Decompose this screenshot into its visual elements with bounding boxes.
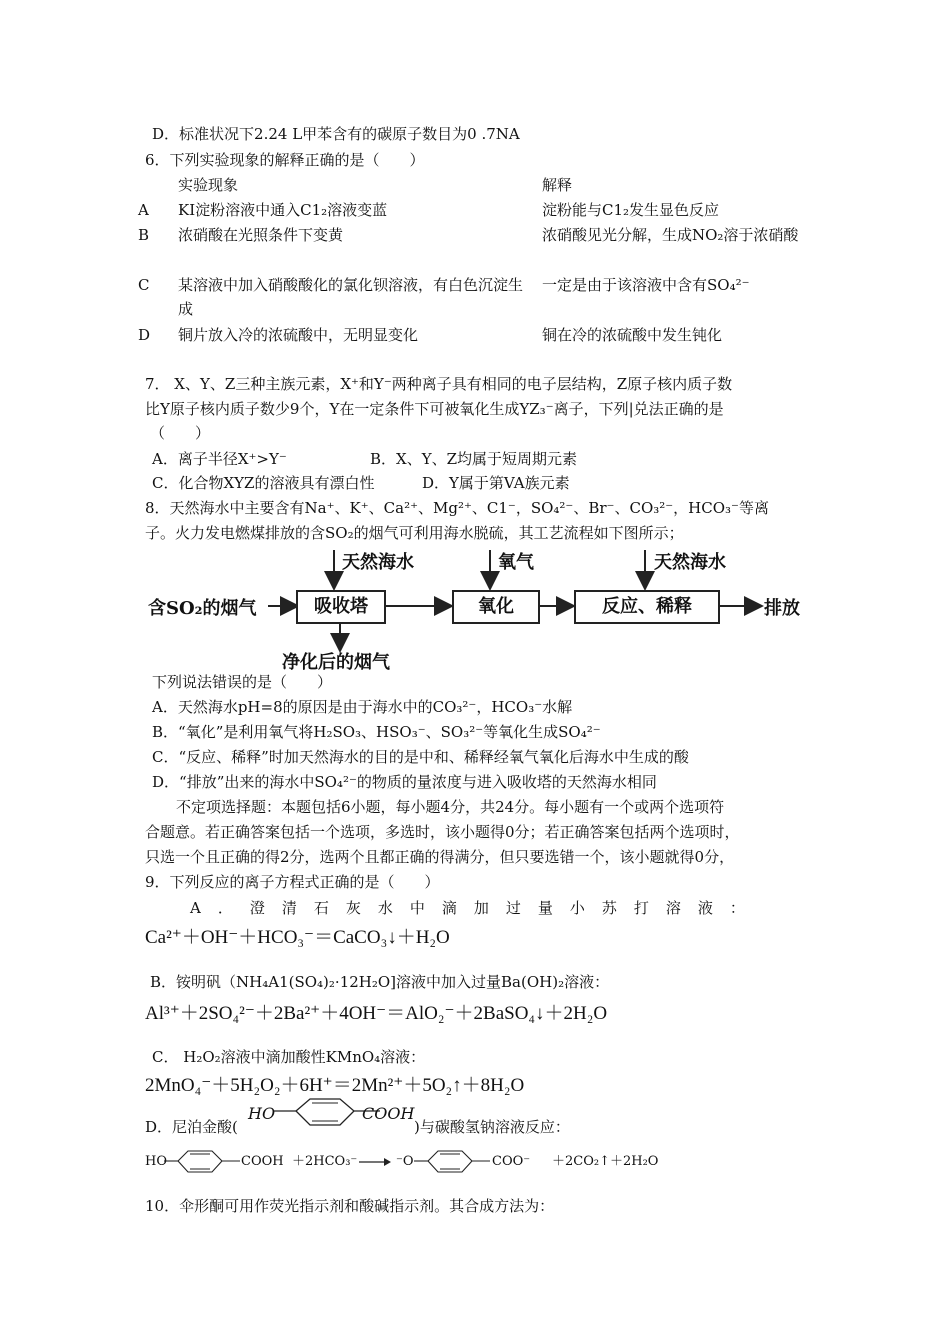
- q6-row-a-key: A: [138, 201, 149, 219]
- q8-stem: 下列说法错误的是（ ）: [152, 673, 333, 691]
- q6-col-explain: 解释: [542, 176, 573, 194]
- q6-row-c-key: C: [138, 276, 150, 294]
- q9-d-eq-o: ⁻O: [396, 1154, 414, 1169]
- q6-row-d-key: D: [138, 326, 151, 344]
- flow-box-absorber: 吸收塔: [296, 590, 386, 624]
- instructions-line-3: 只选一个且正确的得2分，选两个且都正确的得满分，但只要选错一个，该小题就得0分，: [145, 848, 735, 866]
- flow-box-oxidation: 氧化: [452, 590, 540, 624]
- q6-row-c-phenomenon: 某溶液中加入硝酸酸化的氯化钡溶液，有白色沉淀生成: [178, 276, 524, 318]
- q10-stem: 10．伞形酮可用作荧光指示剂和酸碱指示剂。其合成方法为：: [145, 1197, 555, 1215]
- q6-col-phenomenon: 实验现象: [178, 176, 239, 194]
- flow-input-label: 含SO₂的烟气: [148, 598, 257, 619]
- flow-top-oxygen: 氧气: [498, 552, 534, 573]
- q9-d-eq-cooh: COOH: [241, 1154, 284, 1169]
- q6-row-a-phenomenon: KI淀粉溶液中通入C1₂溶液变蓝: [178, 201, 388, 219]
- q9-option-c-label: C． H₂O₂溶液中滴加酸性KMnO₄溶液：: [152, 1048, 426, 1066]
- q6-row-b-phenomenon: 浓硝酸在光照条件下变黄: [178, 226, 344, 244]
- q7-line-1: 7． X、Y、Z三种主族元素，X⁺和Y⁻两种离子具有相同的电子层结构，Z原子核内质子数: [145, 375, 733, 393]
- q7-option-b: B．X、Y、Z均属于短周期元素: [370, 450, 578, 468]
- q9-option-b-equation: Al³⁺＋2SO₄²⁻＋2Ba²⁺＋4OH⁻＝AlO₂⁻＋2BaSO₄↓＋2H₂O: [145, 1003, 608, 1024]
- q8-line-1: 8．天然海水中主要含有Na⁺、K⁺、Ca²⁺、Mg²⁺、C1⁻，SO₄²⁻、Br⁻、CO₃²⁻，HCO₃⁻等离: [145, 499, 769, 517]
- q6-row-c-explain: 一定是由于该溶液中含有SO₄²⁻: [542, 276, 750, 294]
- q9-d-eq-end: ＋2CO₂↑＋2H₂O: [552, 1154, 659, 1169]
- q6-row-d-explain: 铜在冷的浓硫酸中发生钝化: [542, 326, 723, 344]
- q9-d-cooh: COOH: [362, 1104, 415, 1123]
- q7-option-c: C．化合物XYZ的溶液具有漂白性: [152, 474, 375, 492]
- q5-option-d: D．标准状况下2.24 L甲苯含有的碳原子数目为0 .7NA: [152, 125, 520, 143]
- q9-option-a-label: A．澄清石灰水中滴加过量小苏打溶液：: [190, 899, 762, 917]
- q6-stem: 6．下列实验现象的解释正确的是（ ）: [145, 151, 425, 169]
- q9-option-d-pre: D．尼泊金酸(: [145, 1118, 238, 1136]
- q9-option-d-post: )与碳酸氢钠溶液反应：: [414, 1118, 570, 1136]
- q9-option-b-label: B．铵明矾（NH₄A1(SO₄)₂·12H₂O]溶液中加入过量Ba(OH)₂溶液：: [150, 973, 610, 991]
- q9-option-c-equation: 2MnO₄⁻＋5H₂O₂＋6H⁺＝2Mn²⁺＋5O₂↑＋8H₂O: [145, 1075, 525, 1096]
- q8-option-a: A．天然海水pH=8的原因是由于海水中的CO₃²⁻，HCO₃⁻水解: [152, 698, 573, 716]
- q6-row-a-explain: 淀粉能与C1₂发生显色反应: [542, 201, 720, 219]
- q6-row-b-explain: 浓硝酸见光分解，生成NO₂溶于浓硝酸: [542, 226, 799, 244]
- q7-option-d: D．Y属于第VA族元素: [422, 474, 570, 492]
- q9-d-ho: HO: [248, 1104, 276, 1123]
- instructions-line-1: 不定项选择题：本题包括6小题，每小题4分，共24分。每小题有一个或两个选项符: [176, 798, 725, 816]
- q7-line-3: （ ）: [150, 424, 211, 442]
- q8-option-d: D．“排放”出来的海水中SO₄²⁻的物质的量浓度与进入吸收塔的天然海水相同: [152, 773, 657, 791]
- q8-option-b: B．“氧化”是利用氧气将H₂SO₃、HSO₃⁻、SO₃²⁻等氧化生成SO₄²⁻: [152, 723, 601, 741]
- benzene-ring-eq-right: [414, 1148, 494, 1178]
- flow-box-react-dilute: 反应、稀释: [574, 590, 720, 624]
- q6-row-d-phenomenon: 铜片放入冷的浓硫酸中，无明显变化: [178, 326, 419, 344]
- flow-output-label: 排放: [764, 598, 800, 619]
- q6-row-b-key: B: [138, 226, 150, 244]
- q7-option-a: A．离子半径X⁺>Y⁻: [152, 450, 287, 468]
- flow-bottom-clean-gas: 净化后的烟气: [282, 652, 390, 673]
- flow-top-seawater-2: 天然海水: [654, 552, 726, 573]
- instructions-line-2: 合题意。若正确答案包括一个选项，多选时，该小题得0分；若正确答案包括两个选项时，: [145, 823, 740, 841]
- q9-stem: 9．下列反应的离子方程式正确的是（ ）: [145, 873, 440, 891]
- q8-option-c: C．“反应、稀释”时加天然海水的目的是中和、稀释经氧气氧化后海水中生成的酸: [152, 748, 689, 766]
- reaction-arrow: [358, 1155, 392, 1169]
- q9-option-a-equation: Ca²⁺＋OH⁻＋HCO₃⁻＝CaCO₃↓＋H₂O: [145, 927, 450, 948]
- q7-line-2: 比Y原子核内质子数少9个，Y在一定条件下可被氧化生成YZ₃⁻离子，下列|兑法正确的是: [145, 400, 724, 418]
- q8-line-2: 子。火力发电燃煤排放的含SO₂的烟气可利用海水脱硫，其工艺流程如下图所示；: [145, 524, 684, 542]
- q9-d-eq-ho: HO: [145, 1154, 167, 1169]
- flow-top-seawater-1: 天然海水: [342, 552, 414, 573]
- q9-d-eq-coo: COO⁻: [492, 1154, 531, 1169]
- benzene-ring-eq-left: [164, 1148, 244, 1178]
- q9-d-eq-mid: ＋2HCO₃⁻: [292, 1154, 358, 1169]
